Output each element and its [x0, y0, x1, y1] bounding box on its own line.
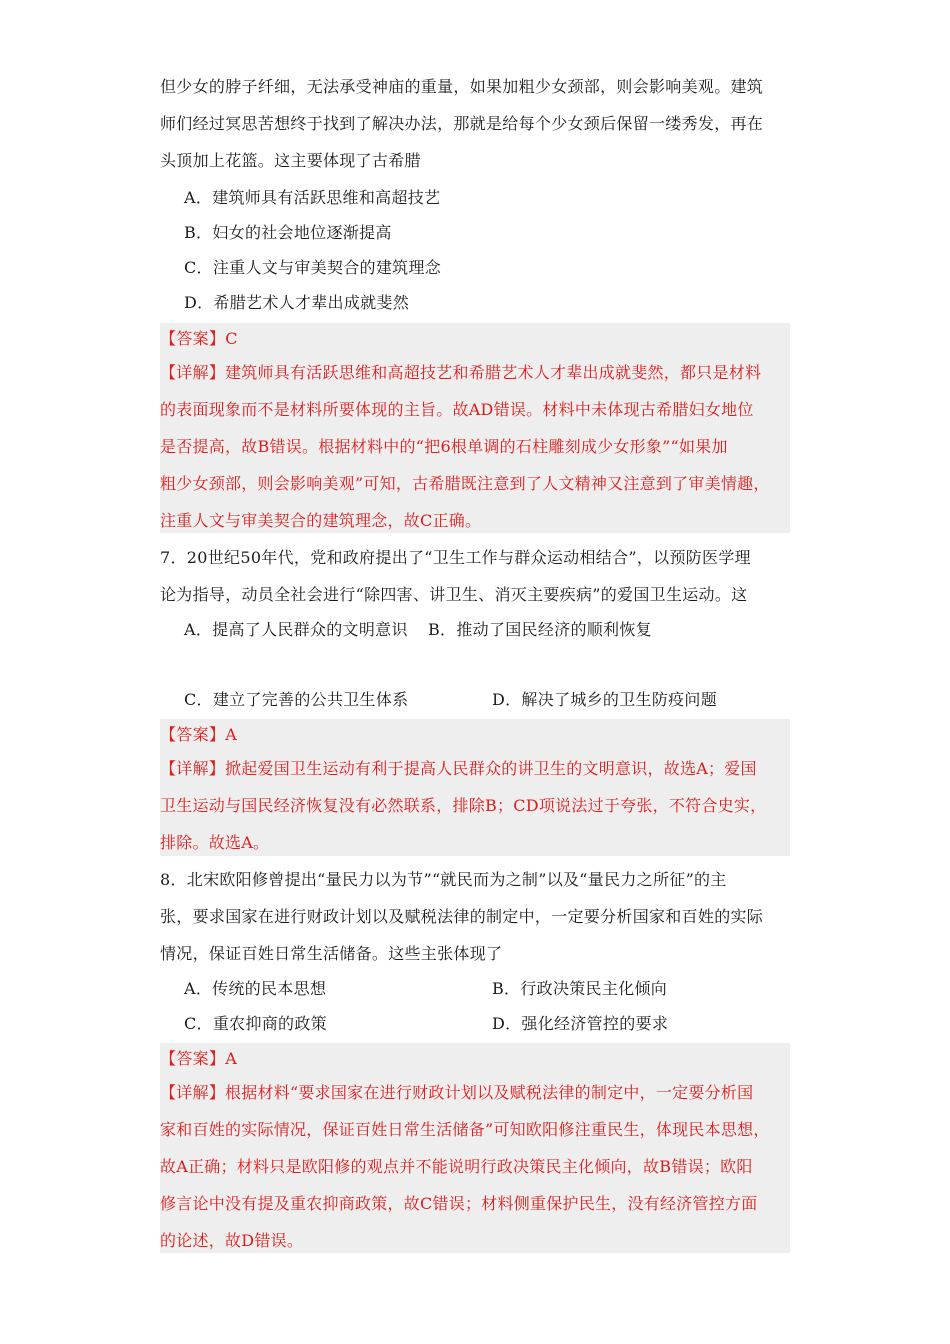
q6-stem-line: 头顶加上花篮。这主要体现了古希腊	[160, 151, 421, 170]
q7-stem-line: 7．20世纪50年代，党和政府提出了“卫生工作与群众运动相结合”，以预防医学理	[160, 548, 751, 567]
q8-stem-line: 8．北宋欧阳修曾提出“量民力以为节”“就民而为之制”以及“量民力之所征”的主	[160, 870, 727, 889]
q7-answer: 【答案】A	[160, 725, 238, 744]
q7-detail-line: 卫生运动与国民经济恢复没有必然联系，排除B；CD项说法过于夸张，不符合史实，	[160, 796, 767, 815]
q7-stem	[160, 539, 788, 613]
q8-detail-line: 修言论中没有提及重农抑商政策，故C错误；材料侧重保护民生，没有经济管控方面	[160, 1194, 758, 1213]
q8-option-d: D．强化经济管控的要求	[492, 1014, 669, 1033]
q7-detail-line: 【详解】掀起爱国卫生运动有利于提高人民群众的讲卫生的文明意识，故选A；爱国	[160, 759, 757, 778]
q6-detail-line: 粗少女颈部，则会影响美观”可知，古希腊既注意到了人文精神又注意到了审美情趣，	[160, 474, 770, 493]
q6-detail-line: 的表面现象而不是材料所要体现的主旨。故AD错误。材料中未体现古希腊妇女地位	[160, 400, 754, 419]
q6-option-b: B．妇女的社会地位逐渐提高	[184, 223, 392, 242]
q7-detail-line: 排除。故选A。	[160, 833, 270, 852]
q6-detail-line: 是否提高，故B错误。根据材料中的“把6根单调的石柱雕刻成少女形象”“如果加	[160, 437, 728, 456]
q6-detail-line: 注重人文与审美契合的建筑理念，故C正确。	[160, 511, 482, 530]
q7-detail	[160, 750, 790, 861]
q6-stem-line: 但少女的脖子纤细，无法承受神庙的重量，如果加粗少女颈部，则会影响美观。建筑	[160, 77, 764, 96]
q6-stem-line: 师们经过冥思苦想终于找到了解决办法，那就是给每个少女颈后保留一缕秀发，再在	[160, 114, 764, 133]
q8-detail-line: 的论述，故D错误。	[160, 1231, 304, 1250]
q6-option-c: C．注重人文与审美契合的建筑理念	[184, 258, 442, 277]
q7-option-c: C．建立了完善的公共卫生体系	[184, 690, 409, 709]
q6-option-d: D．希腊艺术人才辈出成就斐然	[184, 293, 410, 312]
q8-detail-line: 【详解】根据材料“要求国家在进行财政计划以及赋税法律的制定中，一定要分析国	[160, 1083, 754, 1102]
q8-answer: 【答案】A	[160, 1049, 238, 1068]
q8-stem-line: 情况，保证百姓日常生活储备。这些主张体现了	[160, 944, 503, 963]
q7-stem-line: 论为指导，动员全社会进行“除四害、讲卫生、消灭主要疾病”的爱国卫生运动。这	[160, 585, 748, 604]
q8-option-a: A．传统的民本思想	[184, 979, 327, 998]
q6-option-a: A．建筑师具有活跃思维和高超技艺	[184, 188, 441, 207]
q8-stem	[160, 861, 788, 972]
q6-detail-line: 【详解】建筑师具有活跃思维和高超技艺和希腊艺术人才辈出成就斐然，都只是材料	[160, 363, 762, 382]
q8-detail-line: 家和百姓的实际情况，保证百姓日常生活储备”可知欧阳修注重民生，体现民本思想，	[160, 1120, 770, 1139]
q8-detail	[160, 1074, 790, 1259]
q8-detail-line: 故A正确；材料只是欧阳修的观点并不能说明行政决策民主化倾向，故B错误；欧阳	[160, 1157, 753, 1176]
q8-option-c: C．重农抑商的政策	[184, 1014, 327, 1033]
q7-option-a: A．提高了人民群众的文明意识	[184, 620, 408, 639]
q8-option-b: B．行政决策民主化倾向	[492, 979, 668, 998]
q6-answer: 【答案】C	[160, 329, 238, 348]
q7-option-b: B．推动了国民经济的顺利恢复	[428, 620, 652, 639]
q6-detail	[160, 354, 790, 539]
q7-option-d: D．解决了城乡的卫生防疫问题	[492, 690, 718, 709]
q6-stem	[160, 68, 788, 179]
q8-stem-line: 张，要求国家在进行财政计划以及赋税法律的制定中，一定要分析国家和百姓的实际	[160, 907, 764, 926]
